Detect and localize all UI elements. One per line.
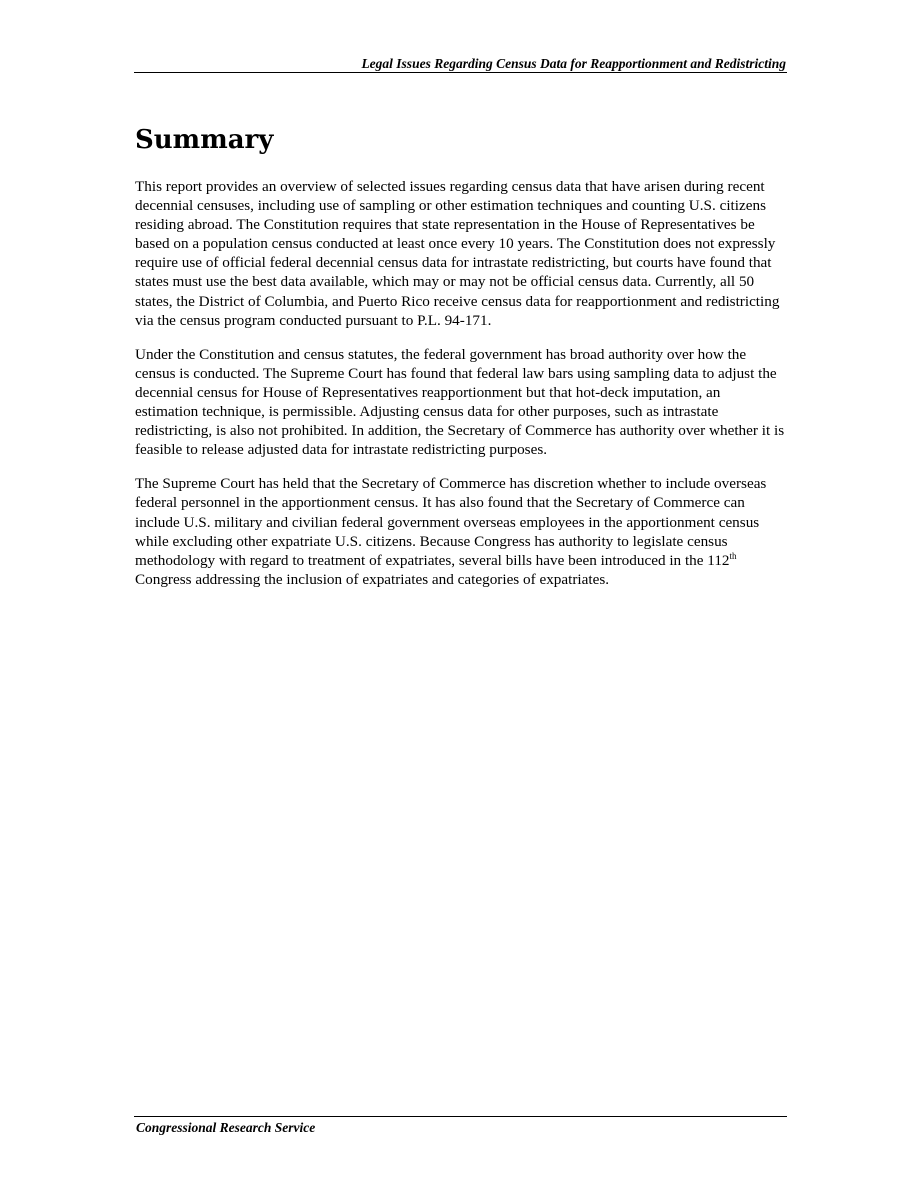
footer-rule (134, 1116, 787, 1117)
running-footer: Congressional Research Service (136, 1120, 316, 1135)
header-rule (134, 72, 787, 73)
paragraph-3 (135, 474, 787, 589)
paragraph-3-text-end: Congress addressing the inclusion of expatriates and categories of expatriates. (135, 570, 610, 588)
page-title: Summary (135, 125, 274, 155)
ordinal-superscript: th (729, 550, 737, 561)
summary-body (135, 177, 787, 604)
paragraph-3-text: The Supreme Court has held that the Secretary of Commerce has discretion whether to include overseas federal personnel in the apportionment census. It has also found that the Secretary of Commerce can include U.S. military and civilian federal government overseas employees in the apportionment census while excluding other expatriate U.S. citizens. Because Congress has authority to legislate census methodology with regard to treatment of expatriates, several bills have been introduced in the 112 (135, 475, 767, 569)
paragraph-1: This report provides an overview of selected issues regarding census data that have arisen during recent decennial censuses, including use of sampling or other estimation techniques and counting U.S. citizens residing abroad. The Constitution requires that state representation in the House of Representatives be based on a population census conducted at least once every 10 years. The Constitution does not expressly require use of official federal decennial census data for intrastate redistricting, but courts have found that states must use the best data available, which may or may not be official census data. Currently, all 50 states, the District of Columbia, and Puerto Rico receive census data for reapportionment and redistricting via the census program conducted pursuant to P.L. 94-171. (135, 178, 780, 329)
paragraph-2: Under the Constitution and census statutes, the federal government has broad authority over how the census is conducted. The Supreme Court has found that federal law bars using sampling data to adjust the decennial census for House of Representatives reapportionment but that hot-deck imputation, an estimation technique, is permissible. Adjusting census data for other purposes, such as intrastate redistricting, is also not prohibited. In addition, the Secretary of Commerce has authority over whether it is feasible to release adjusted data for intrastate redistricting purposes. (135, 345, 785, 459)
running-header: Legal Issues Regarding Census Data for Reapportionment and Redistricting (361, 56, 786, 71)
